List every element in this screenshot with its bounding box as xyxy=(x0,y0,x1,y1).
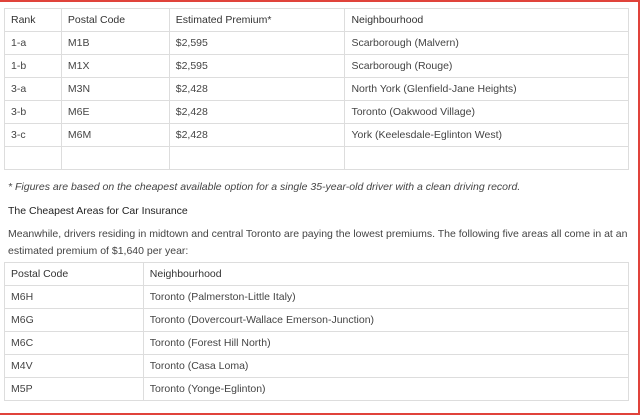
empty-cell xyxy=(5,147,62,170)
neighbourhood-cell: Toronto (Oakwood Village) xyxy=(345,101,629,124)
table-row xyxy=(5,55,629,78)
section-heading: The Cheapest Areas for Car Insurance xyxy=(8,205,188,217)
premium-table xyxy=(4,8,629,170)
neighbourhood-cell: York (Keelesdale-Eglinton West) xyxy=(345,124,629,147)
table-row xyxy=(5,78,629,101)
empty-cell xyxy=(169,147,345,170)
table-row xyxy=(5,332,629,355)
premium-cell: $2,428 xyxy=(169,101,345,124)
header-estimated-premium: Estimated Premium* xyxy=(169,9,345,32)
rank-cell: 3-a xyxy=(5,78,62,101)
neighbourhood-cell: Toronto (Dovercourt-Wallace Emerson-Junction) xyxy=(143,309,628,332)
header-neighbourhood: Neighbourhood xyxy=(345,9,629,32)
empty-table-row xyxy=(5,147,629,170)
postal-code-cell: M3N xyxy=(61,78,169,101)
premium-cell: $2,595 xyxy=(169,32,345,55)
postal-code-cell: M1X xyxy=(61,55,169,78)
rank-cell: 3-c xyxy=(5,124,62,147)
table-header-row xyxy=(5,263,629,286)
table-header-row xyxy=(5,9,629,32)
empty-cell xyxy=(61,147,169,170)
postal-code-cell: M6G xyxy=(5,309,144,332)
rank-cell: 3-b xyxy=(5,101,62,124)
postal-code-cell: M1B xyxy=(61,32,169,55)
header-rank: Rank xyxy=(5,9,62,32)
intro-paragraph: Meanwhile, drivers residing in midtown and central Toronto are paying the lowest premiums. The following five areas all come in at an estimated premium of $1,640 per year: xyxy=(8,228,628,257)
table-row xyxy=(5,309,629,332)
cheapest-areas-table xyxy=(4,262,629,401)
neighbourhood-cell: Toronto (Forest Hill North) xyxy=(143,332,628,355)
empty-cell xyxy=(345,147,629,170)
premium-cell: $2,428 xyxy=(169,78,345,101)
rank-cell: 1-a xyxy=(5,32,62,55)
postal-code-cell: M6M xyxy=(61,124,169,147)
table-row xyxy=(5,355,629,378)
table-row xyxy=(5,286,629,309)
premium-cell: $2,595 xyxy=(169,55,345,78)
neighbourhood-cell: Toronto (Casa Loma) xyxy=(143,355,628,378)
header-postal-code: Postal Code xyxy=(5,263,144,286)
rank-cell: 1-b xyxy=(5,55,62,78)
table-row xyxy=(5,32,629,55)
table-row xyxy=(5,124,629,147)
header-postal-code: Postal Code xyxy=(61,9,169,32)
frame-top-border xyxy=(0,0,640,2)
postal-code-cell: M6E xyxy=(61,101,169,124)
neighbourhood-cell: Scarborough (Malvern) xyxy=(345,32,629,55)
postal-code-cell: M4V xyxy=(5,355,144,378)
neighbourhood-cell: Scarborough (Rouge) xyxy=(345,55,629,78)
neighbourhood-cell: Toronto (Yonge-Eglinton) xyxy=(143,378,628,401)
neighbourhood-cell: Toronto (Palmerston-Little Italy) xyxy=(143,286,628,309)
table-row xyxy=(5,101,629,124)
premium-cell: $2,428 xyxy=(169,124,345,147)
table-row xyxy=(5,378,629,401)
neighbourhood-cell: North York (Glenfield-Jane Heights) xyxy=(345,78,629,101)
postal-code-cell: M5P xyxy=(5,378,144,401)
postal-code-cell: M6C xyxy=(5,332,144,355)
postal-code-cell: M6H xyxy=(5,286,144,309)
footnote: * Figures are based on the cheapest available option for a single 35-year-old driver with a clean driving record. xyxy=(8,181,521,193)
header-neighbourhood: Neighbourhood xyxy=(143,263,628,286)
